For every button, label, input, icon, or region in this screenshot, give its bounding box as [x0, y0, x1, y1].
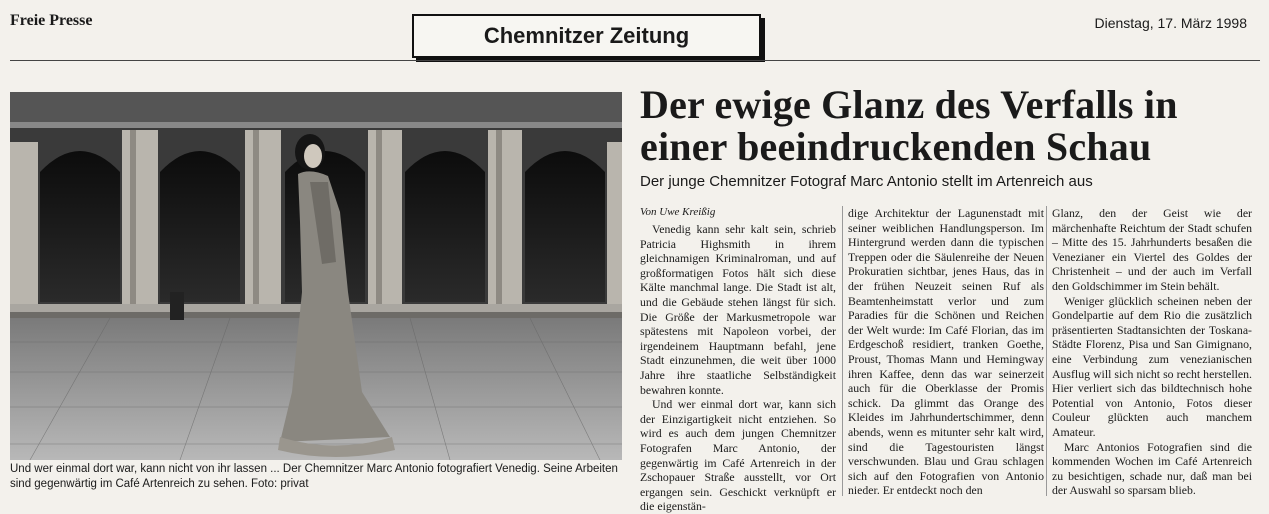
article-column-3 — [1052, 206, 1252, 500]
article-subheadline: Der junge Chemnitzer Fotograf Marc Antonio stellt im Artenreich aus — [640, 173, 1093, 190]
column-3-paragraph-2: Weniger glücklich scheinen neben der Gondelpartie auf dem Rio die zusätzlich präsentierten Stadtansichten der Toskana-Städte Florenz, Pisa und San Gimignano, eine Verbindung zum venezianischen Ausflug will sich nicht so recht herstellen. Hier verliert sich das bildtechnisch hohe Potential von Antonio, Fotos dieser Couleur glückten auch manchem Amateur. — [1052, 293, 1252, 439]
column-1-paragraph-2: Und wer einmal dort war, kann sich der Einzigartigkeit nicht entziehen. So wird es auch dem jungen Chemnitzer Fotografen Marc Antonio, der gegenwärtig im Café Artenreich in der Zschopauer Straße ausstellt, vor Ort ergangen sein. Geschickt verknüpft er die eigenstän- — [640, 397, 836, 514]
article-headline: Der ewige Glanz des Verfalls in einer beeindruckenden Schau — [640, 82, 1178, 169]
article-photo — [10, 92, 622, 460]
header-rule — [10, 60, 1260, 61]
column-divider — [842, 206, 843, 496]
article-byline: Von Uwe Kreißig — [640, 206, 716, 218]
section-title: Chemnitzer Zeitung — [483, 23, 690, 48]
section-title-box — [412, 14, 761, 58]
column-3-paragraph-1: Glanz, den der Geist wie der märchenhafte Reichtum der Stadt schufen – Mitte des 15. Jahrhunderts besaßen die Venezianer ein Viertel des Goldes der Christenheit – und der auch im Verfall den Goldschimmer im Stein behält. — [1052, 206, 1252, 293]
photo-caption: Und wer einmal dort war, kann nicht von ihr lassen ... Der Chemnitzer Marc Antonio fotografiert Venedig. Seine Arbeiten sind gegenwärtig im Café Artenreich zu sehen. Foto: privat — [10, 463, 618, 490]
column-3-paragraph-3: Marc Antonios Fotografien sind die kommenden Wochen im Café Artenreich zu besichtigen, schade nur, daß man bei der Auswahl so sparsam blieb. — [1052, 439, 1252, 498]
article-column-1 — [640, 222, 836, 514]
article-column-2 — [848, 206, 1044, 500]
issue-date: Dienstag, 17. März 1998 — [1094, 15, 1247, 31]
column-2-paragraph-1: dige Architektur der Lagunenstadt mit seiner weiblichen Handlungsperson. Im Hintergrund werden dann die typischen Treppen oder die Säulenreihe der Neuen Prokuratien sichtbar, jenes Haus, das in der frühen Neuzeit seinen Ruf als Beamtenheimstatt verlor und zum Paradies für die Schönen und Reichen der Welt wurde: Im Café Florian, das im Erdgeschoß residiert, tranken Goethe, Proust, Thomas Mann und Hemingway ihren Kaffee, denn das war seinerzeit auch für die Oberklasse der Promis schick. Da glimmt das Orange des Kleides im Jahrhundertschimmer, denn abends, wenn es mitunter sehr kalt wird, sind die Tagestouristen längst verschwunden. Blau und Grau schlagen sich auf den Fotografien von Antonio nieder. Er entdeckt noch den — [848, 206, 1044, 498]
column-1-paragraph-1: Venedig kann sehr kalt sein, schrieb Patricia Highsmith in ihrem gleichnamigen Kriminalroman, und auf großformatigen Fotos hält sich diese Kälte manchmal lange. Die Stadt ist alt, und die Gebäude stehen längst für sich. Die Größe der Markusmetropole war spätestens mit Napoleon vorbei, der irgendeinem Hauptmann befahl, jene Stadt einzunehmen, die weit über 1000 Jahre ihre staatliche Selbständigkeit bewahren konnte. — [640, 222, 836, 397]
column-divider — [1046, 206, 1047, 496]
newspaper-name: Freie Presse — [10, 12, 93, 29]
